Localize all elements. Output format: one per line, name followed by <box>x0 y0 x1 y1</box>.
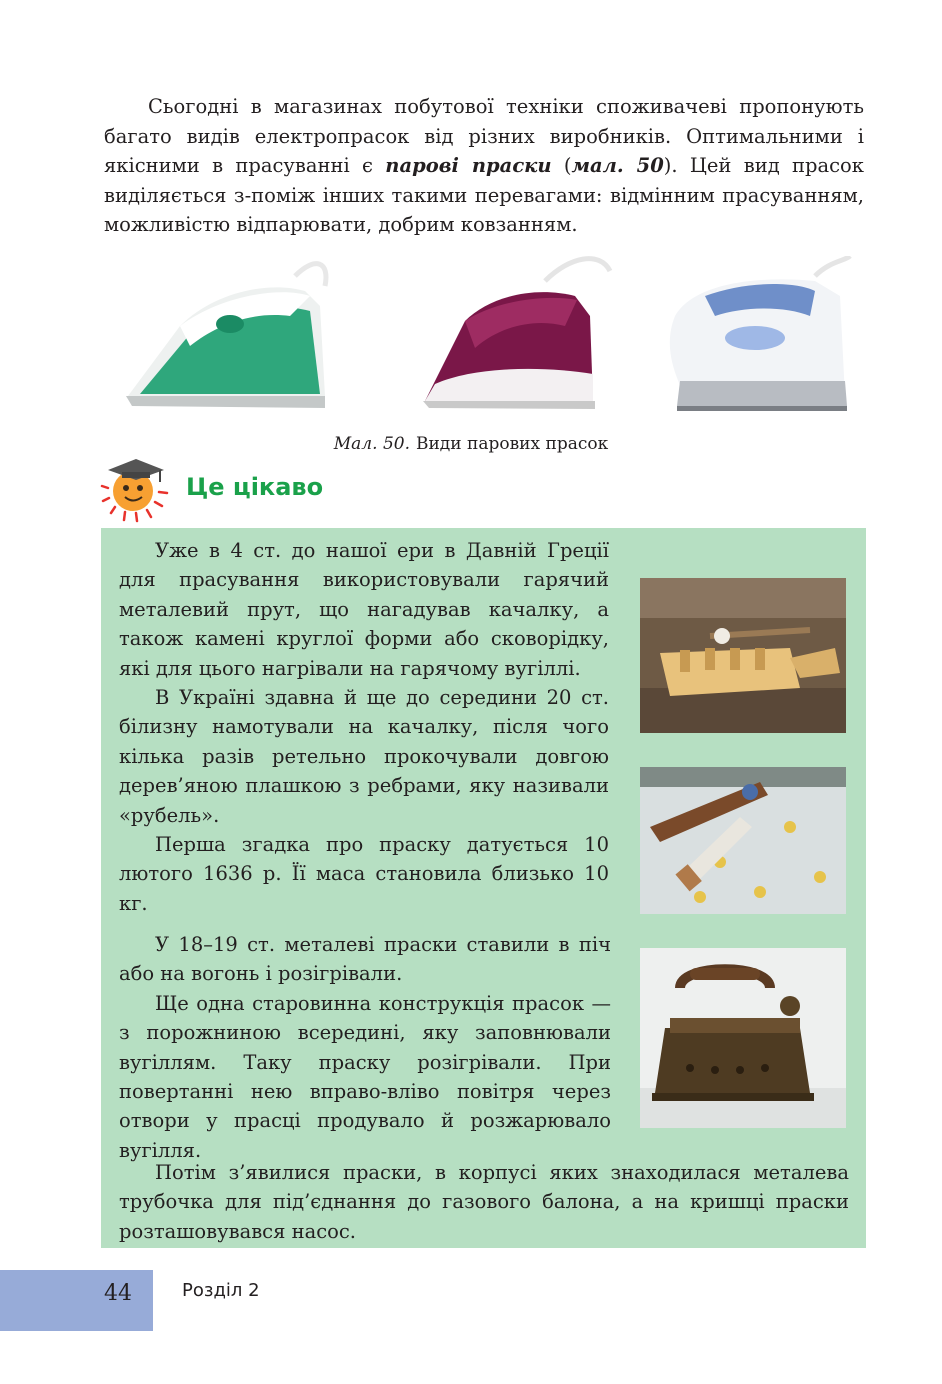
steam-irons-figure <box>0 256 942 416</box>
smiling-sun-graduate-icon <box>100 450 174 524</box>
fact-coal-iron: Ще одна старовинна конструкція прасок — з порожниною всередині, яку заповнювали вугіллям. Таку праску розігрівали. При повертанні нею вправо-вліво повітря через отвори у прасці продувало й розжарювало вугілля. <box>119 991 611 1162</box>
intro-paragraph: Сьогодні в магазинах побутової техніки споживачеві пропонують багато видів електропрасок від різних виробників. Оптимальними і якісними в прасуванні є парові праски (мал. 50). Цей вид прасок виділяється з-поміж інших такими перевагами: відмінним прасуванням, можливістю відпарювати, добрим ковзанням. <box>104 95 864 237</box>
wooden-rubel-photo <box>640 578 846 733</box>
emphasis-steam-irons: парові праски <box>385 154 552 178</box>
figure-caption-label: Мал. 50. <box>333 434 410 454</box>
interesting-facts-box <box>101 528 866 1248</box>
green-steam-iron-image <box>120 256 345 416</box>
facts-column-middle <box>119 930 611 1165</box>
page-number: 44 <box>104 1281 132 1306</box>
fact-first-mention: Перша згадка про праску датується 10 лютого 1636 р. Її маса становила близько 10 кг. <box>119 833 609 915</box>
antique-coal-iron-photo <box>640 948 846 1128</box>
fact-ukraine-rubel: В Україні здавна й ще до середини 20 ст. білизну намотували на качалку, після чого кілька разів ретельно прокочували довгою дерев’яною плашкою з ребрами, яку називали «рубель». <box>119 686 609 827</box>
figure-reference: мал. 50 <box>571 154 664 178</box>
interesting-heading: Це цікаво <box>186 473 324 501</box>
purple-steam-iron-image <box>395 256 625 416</box>
facts-column-top <box>119 536 609 918</box>
figure-caption-text: Види парових прасок <box>415 434 609 454</box>
facts-column-bottom <box>119 1158 849 1246</box>
fact-gas-iron: Потім з’явилися праски, в корпусі яких знаходилася металева трубочка для під’єднання до газового балона, а на кришці праски розташовувався насос. <box>119 1161 849 1243</box>
section-label: Розділ 2 <box>182 1280 260 1301</box>
fact-ancient-greece: Уже в 4 ст. до нашої ери в Давній Греції для прасування використовували гарячий металевий прут, що нагадував качалку, а також камені круглої форми або сковорідку, які для цього нагрівали на гарячому вугіллі. <box>119 539 609 680</box>
fact-18-19-century: У 18–19 ст. металеві праски ставили в піч або на вогонь і розігрівали. <box>119 933 611 986</box>
white-blue-steam-iron-image <box>665 256 860 416</box>
rolling-pin-rubel-photo <box>640 767 846 914</box>
